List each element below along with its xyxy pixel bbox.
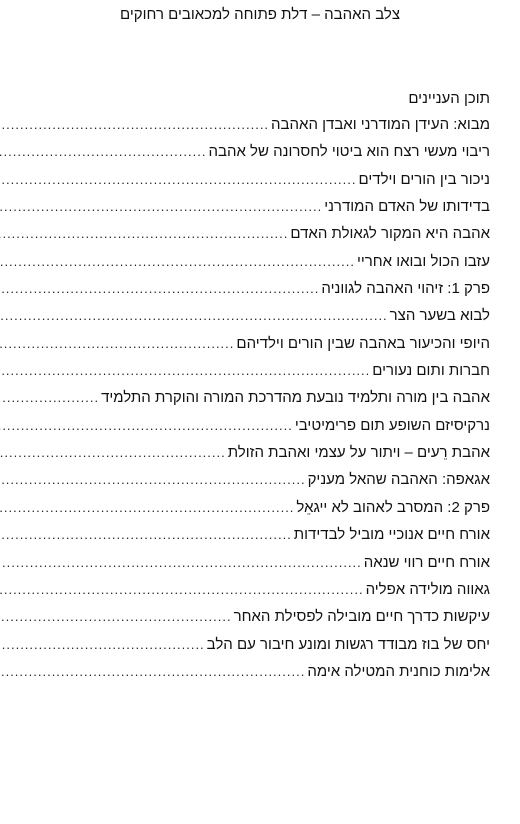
toc-entry	[30, 143, 490, 170]
toc-dot-leader	[0, 445, 228, 460]
toc-entry-title: אהבה היא המקור לגאולת האדם	[290, 225, 490, 243]
toc-entry	[30, 171, 490, 198]
toc-entry	[30, 280, 490, 307]
toc-entry-title: חברות ותום נעורים	[372, 362, 490, 380]
toc-entry	[30, 499, 490, 526]
toc-entry-title: פרק 1: זיהוי האהבה לגווניה	[321, 280, 490, 298]
toc-dot-leader	[0, 363, 372, 378]
toc-entry	[30, 389, 490, 416]
toc-dot-leader	[0, 472, 308, 487]
toc-entry-title: ריבוי מעשי רצח הוא ביטוי לחסרונה של אהבה	[208, 143, 490, 161]
toc-entry-title: מבוא: העידן המודרני ואבדן האהבה	[271, 116, 490, 133]
table-of-contents	[30, 116, 490, 690]
toc-entry	[30, 526, 490, 553]
toc-dot-leader	[0, 609, 234, 624]
toc-dot-leader	[0, 527, 294, 542]
toc-dot-leader	[0, 418, 295, 433]
toc-entry-title: לבוא בשער הצר	[389, 307, 490, 325]
toc-entry-title: אגאפה: האהבה שהאל מעניק	[307, 471, 490, 489]
toc-entry-title: יחס של בוז מבודד רגשות ומונע חיבור עם הלב	[206, 635, 490, 653]
toc-dot-leader	[0, 637, 207, 652]
toc-entry	[30, 471, 490, 498]
toc-entry-title: אורח חיים אנוכיי מוביל לבדידות	[293, 526, 490, 544]
toc-entry-title: נרקיסיזם השופע תום פרימיטיבי	[294, 416, 490, 434]
toc-dot-leader	[0, 582, 366, 597]
toc-entry	[30, 608, 490, 635]
toc-dot-leader	[0, 308, 390, 323]
toc-dot-leader	[0, 199, 324, 214]
toc-entry-title: עיקשות כדרך חיים מובילה לפסילת האחר	[233, 608, 490, 626]
toc-dot-leader	[0, 144, 208, 159]
toc-dot-leader	[0, 664, 307, 679]
toc-entry	[30, 581, 490, 608]
toc-entry-title: גאווה מולידה אפליה	[365, 580, 490, 598]
toc-entry	[30, 362, 490, 389]
toc-dot-leader	[0, 555, 364, 570]
toc-entry-title: עזבו הכול ובואו אחריי	[356, 252, 490, 270]
toc-entry	[30, 253, 490, 280]
toc-dot-leader	[0, 226, 290, 241]
toc-entry-title: ניכור בין הורים וילדים	[358, 170, 490, 188]
toc-entry	[30, 116, 490, 143]
toc-entry	[30, 417, 490, 444]
toc-heading: תוכן העניינים	[408, 90, 490, 107]
toc-entry	[30, 225, 490, 252]
toc-dot-leader	[0, 336, 236, 351]
toc-dot-leader	[0, 390, 101, 405]
toc-entry-title: היופי והכיעור באהבה שבין הורים וילדיהם	[236, 334, 490, 352]
toc-entry	[30, 636, 490, 663]
toc-entry-title: אלימות כוחנית המטילה אימה	[307, 662, 490, 680]
toc-dot-leader	[0, 500, 296, 515]
toc-entry-title: בדידותו של האדם המודרני	[324, 198, 490, 216]
toc-entry-title: פרק 2: המסרב לאהוב לא ייגאֵל	[296, 498, 490, 516]
toc-dot-leader	[0, 281, 321, 296]
toc-entry-title: אהבת רֵעים – ויתור על עצמי ואהבת הזולת	[227, 444, 490, 462]
document-title: צלב האהבה – דלת פתוחה למכאובים רחוקים	[120, 6, 400, 23]
toc-entry-title: אורח חיים רווי שנאה	[363, 553, 490, 571]
toc-entry	[30, 198, 490, 225]
toc-dot-leader	[0, 254, 357, 269]
toc-entry-title: אהבה בין מורה ותלמיד נובעת מהדרכת המורה והוקרת התלמיד	[101, 389, 490, 407]
toc-dot-leader	[0, 172, 359, 187]
toc-entry	[30, 307, 490, 334]
toc-entry	[30, 335, 490, 362]
toc-entry	[30, 444, 490, 471]
toc-entry	[30, 554, 490, 581]
toc-dot-leader	[0, 117, 271, 132]
toc-entry	[30, 663, 490, 690]
